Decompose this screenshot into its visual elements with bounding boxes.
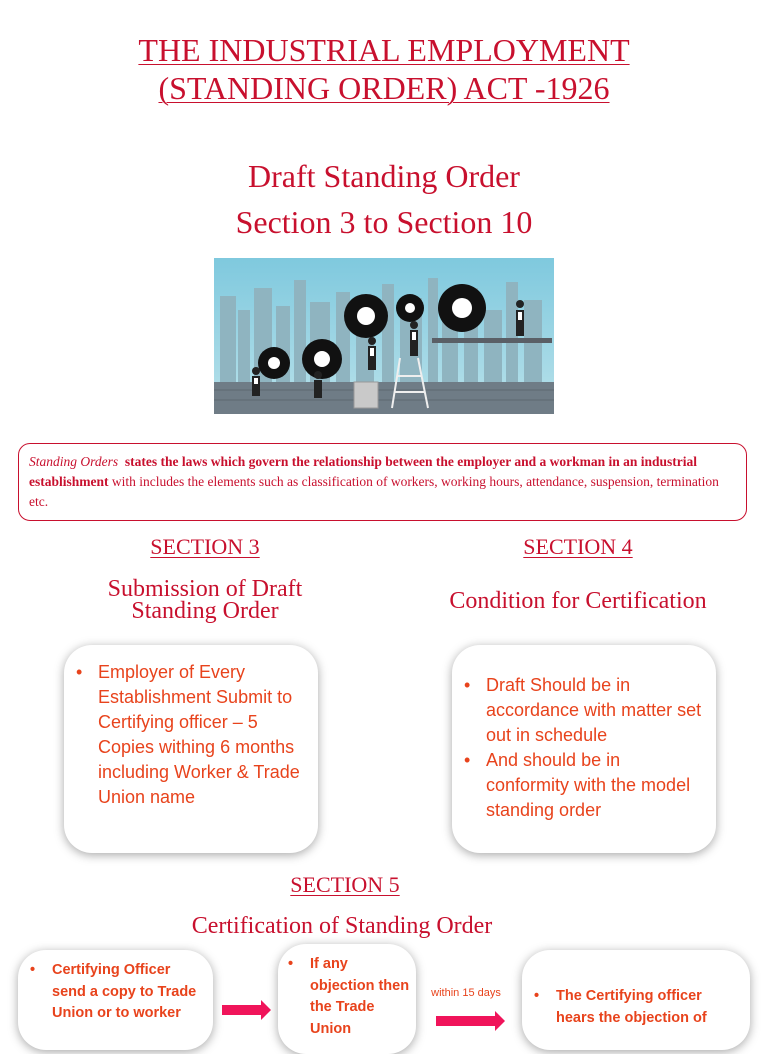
page-title-line2: (STANDING ORDER) ACT -1926: [158, 70, 610, 106]
section4-heading: SECTION 4: [523, 534, 633, 559]
definition-rest-text: with includes the elements such as classification of workers, working hours, attendance, suspension, termination etc.: [29, 474, 719, 509]
page-title-line1: THE INDUSTRIAL EMPLOYMENT: [138, 32, 630, 68]
section4-bullet-2: • And should be in conformity with the model standing order: [464, 748, 708, 823]
arrow-right-icon: [222, 1005, 262, 1015]
section3-heading: SECTION 3: [150, 534, 260, 559]
arrow-right-icon: [436, 1016, 496, 1026]
section3-card: [64, 645, 318, 853]
section5-step3-card: [522, 950, 750, 1050]
section5-step1-text: • Certifying Officer send a copy to Trade Union or to worker: [30, 960, 205, 1025]
arrow-label: within 15 days: [431, 987, 501, 999]
section4-subtitle: Condition for Certification: [449, 588, 707, 614]
section5-step1-card: [18, 950, 213, 1050]
standing-orders-definition: [18, 443, 747, 521]
definition-term: Standing Orders: [29, 454, 119, 469]
section5-step2-card: [278, 944, 416, 1054]
teamwork-gears-illustration: [214, 258, 554, 414]
section3-bullet-1: • Employer of Every Establishment Submit to Certifying officer – 5 Copies withing 6 months including Worker & Trade Union name: [76, 660, 308, 810]
section3-subtitle-line1: Submission of Draft: [107, 576, 303, 602]
section5-heading: SECTION 5: [290, 872, 400, 897]
section5-step2-text: • If any objection then the Trade Union: [288, 954, 410, 1040]
section3-subtitle-line2: Standing Order: [131, 598, 279, 624]
page-subtitle-line1: Draft Standing Order: [248, 158, 520, 194]
section3-subtitle: [60, 578, 350, 622]
section4-bullet-1: • Draft Should be in accordance with matter set out in schedule: [464, 673, 708, 748]
page-subtitle-line2: Section 3 to Section 10: [235, 204, 533, 240]
section4-card: [452, 645, 716, 853]
definition-bold-text: states the laws which govern the relationship between the employer and a workman in an industrial establishment: [29, 454, 698, 489]
section5-subtitle: Certification of Standing Order: [191, 913, 493, 939]
section5-step3-text: • The Certifying officer hears the objection of: [534, 986, 742, 1029]
